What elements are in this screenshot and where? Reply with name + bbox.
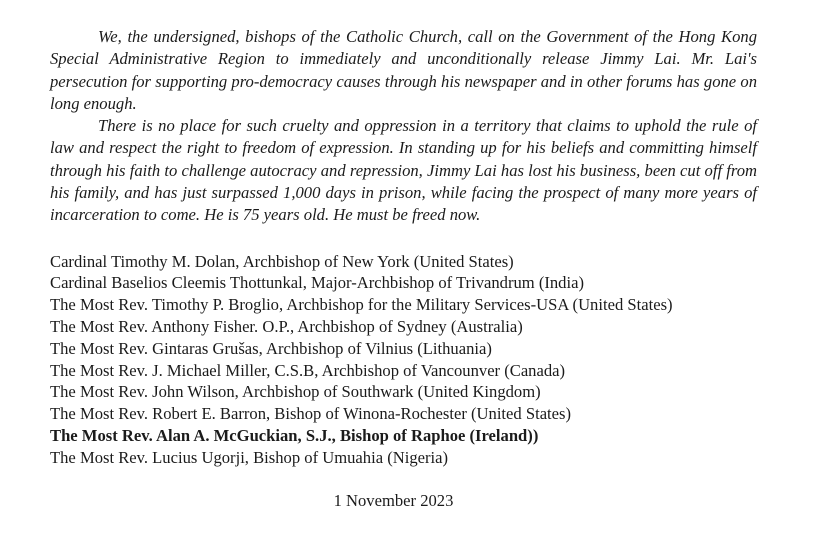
statement-paragraph-2: There is no place for such cruelty and oppression in a territory that claims to uphold the rule of law and respect the right to freedom of expression. In standing up for his beliefs and committing himself through his faith to challenge autocracy and repression, Jimmy Lai has lost his business, been cut off from his family, and has just surpassed 1,000 days in prison, while facing the prospect of many more years of incarceration to come. He is 75 years old. He must be freed now.	[50, 116, 757, 225]
list-item: Cardinal Timothy M. Dolan, Archbishop of New York (United States)	[50, 251, 514, 271]
list-item: Cardinal Baselios Cleemis Thottunkal, Major-Archbishop of Trivandrum (India)	[50, 273, 584, 293]
list-item: The Most Rev. John Wilson, Archbishop of Southwark (United Kingdom)	[50, 382, 541, 402]
statement-paragraph-1: We, the undersigned, bishops of the Catholic Church, call on the Government of the Hong Kong Special Administrative Region to immediately and unconditionally release Jimmy Lai. Mr. Lai's persecution for supporting pro-democracy causes through his newspaper and in other forums has gone on long enough.	[50, 27, 757, 113]
list-item: The Most Rev. Timothy P. Broglio, Archbishop for the Military Services-USA (United States)	[50, 295, 673, 315]
list-item: The Most Rev. Gintaras Grušas, Archbishop of Vilnius (Lithuania)	[50, 338, 492, 358]
signatory-list	[50, 251, 757, 469]
statement-body	[50, 26, 757, 227]
document-date: 1 November 2023	[333, 490, 454, 510]
list-item: The Most Rev. Robert E. Barron, Bishop of Winona-Rochester (United States)	[50, 404, 572, 424]
list-item: The Most Rev. Anthony Fisher. O.P., Archbishop of Sydney (Australia)	[50, 317, 523, 337]
list-item: The Most Rev. Alan A. McGuckian, S.J., Bishop of Raphoe (Ireland))	[50, 426, 539, 446]
list-item: The Most Rev. J. Michael Miller, C.S.B, Archbishop of Vancounver (Canada)	[50, 360, 566, 380]
list-item: The Most Rev. Lucius Ugorji, Bishop of Umuahia (Nigeria)	[50, 447, 449, 467]
